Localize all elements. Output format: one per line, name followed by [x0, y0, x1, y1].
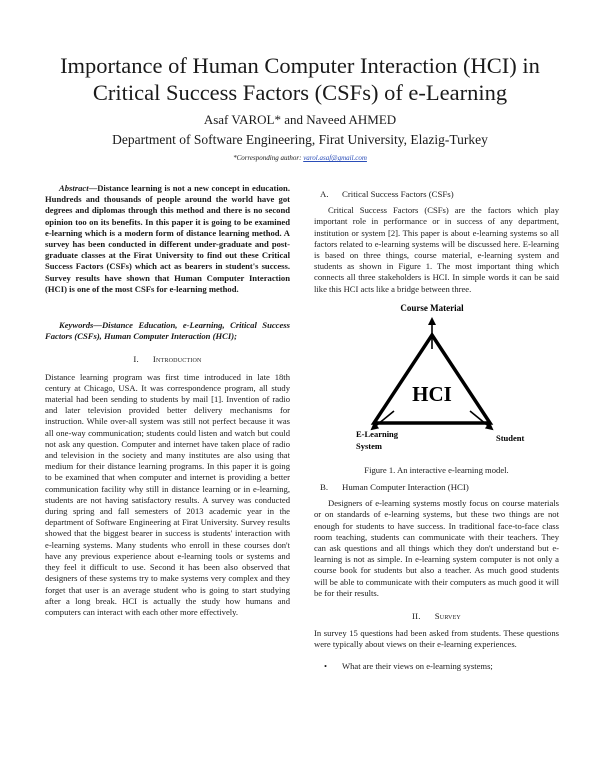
- subsection-title: Human Computer Interaction (HCI): [342, 482, 469, 493]
- left-column: [45, 183, 290, 618]
- label-hci: HCI: [412, 381, 452, 406]
- label-student: Student: [496, 432, 525, 443]
- label-e-learning: E-Learning: [356, 428, 399, 439]
- subsection-heading-csfs: [314, 189, 559, 200]
- subsection-letter: B.: [320, 482, 329, 493]
- abstract-label: Abstract: [59, 183, 89, 193]
- title-line-2: Critical Success Factors (CSFs) of e-Learning: [92, 80, 508, 105]
- label-course-material: Course Material: [400, 302, 464, 313]
- abstract-text: —Distance learning is not a new concept in education. Hundreds and thousands of people around the world have got degrees and diplomas through this method and there is no second opinion too on its benefits. In this paper it is going to be examined e-learning which is a modern form of distance learning method. A survey has been conducted in different under-graduate and post-graduate classes at the Firat University to find out these Critical Success Factors (CSFs) which act as bearers in student's success. Survey results have shown that Human Computer Interaction (HCI) is one of the most CSFs for e-learning method.: [45, 183, 290, 294]
- list-item: [314, 661, 559, 672]
- section-title: Introduction: [152, 354, 202, 365]
- bullet-icon: •: [324, 660, 328, 671]
- introduction-text: Distance learning program was first time introduced in late 18th century at Chicago, USA. It was correspondence program, all study material had been sending to students by mail [1]. Invention of radio and later television provided better delivery mechanisms for instruction. While over-all system was still not perfect because it was all one-way communication; students could listen and watch but could not ask any question. Computer and internet have taken place of radio and television in the society and many institutes are also using that medium for their distance learning programs. In this paper it is going to be examined that when computer and internet is providing a better communication facility why still in distance learning or in e-learning, students are not having satisfactory results. A survey was conducted during spring and fall semesters of 2013 academic year in the department of Software Engineering at Firat University. Survey results showed that the biggest bearer in success is students' interaction with e-learning systems. Many students who enroll in these courses don't have any previous experience about e-learning tools or systems and they feel it difficult to use. Second it has been also observed that designers of these systems try to make systems very complex and they forget that user is an average student who is going to start studying after a long break. HCI is actually the study how humans and computers can interact with each other more effectively.: [45, 371, 290, 617]
- section-title: Survey: [434, 611, 461, 622]
- affiliation: Department of Software Engineering, Firat University, Elazig-Turkey: [112, 132, 488, 147]
- subsection-heading-hci: [314, 482, 559, 493]
- corresponding-email-link[interactable]: varol.asaf@gmail.com: [303, 154, 367, 162]
- right-column: [314, 183, 559, 672]
- section-number: I.: [133, 354, 139, 365]
- csfs-text: Critical Success Factors (CSFs) are the factors which play important role in performance or in success of any department, institution or system [2]. This paper is about e-learning systems so all factors related to e-learning systems will be discussed here. E-learning is based on three things, course material, e-learning system and students as shown in Figure 1. The most important thing which connects all three stakeholders is HCI. In simple words it can be said like this HCI acts like a bridge between three.: [314, 205, 559, 294]
- section-heading-introduction: [45, 354, 290, 365]
- paper-title: [20, 52, 580, 106]
- figure-caption: Figure 1. An interactive e-learning model.: [364, 464, 509, 475]
- section-number: II.: [412, 611, 421, 622]
- figure-1: [314, 301, 559, 461]
- survey-text: In survey 15 questions had been asked from students. These questions were typically about views on their e-learning experiences.: [314, 628, 559, 650]
- label-system: System: [356, 440, 382, 451]
- bullet-text: What are their views on e-learning systems;: [342, 660, 493, 671]
- corresponding-author: [0, 154, 600, 162]
- subsection-letter: A.: [320, 189, 329, 199]
- corresponding-label: *Corresponding author:: [233, 154, 302, 162]
- abstract: [45, 183, 290, 295]
- hci-diagram: [314, 301, 559, 461]
- hci-text: Designers of e-learning systems mostly focus on course materials or on standards of e-learning systems, but these two things are not enough for students to have success. In traditional face-to-face class room teaching, students can communicate with their teachers. They can ask questions and all things which they don't understand but e-learning is not as simple. In e-learning system computer is not only a course book for students but also a teacher. As much good students will be able to communicate with their computers as much good it will be for their results.: [314, 498, 559, 598]
- authors: Asaf VAROL* and Naveed AHMED: [203, 112, 397, 127]
- section-heading-survey: [314, 611, 559, 622]
- keywords: Keywords—Distance Education, e-Learning, Critical Success Factors (CSFs), Human Computer Interaction (HCI);: [45, 320, 290, 342]
- title-line-1: Importance of Human Computer Interaction (HCI) in: [60, 53, 540, 78]
- subsection-title: Critical Success Factors (CSFs): [342, 189, 454, 199]
